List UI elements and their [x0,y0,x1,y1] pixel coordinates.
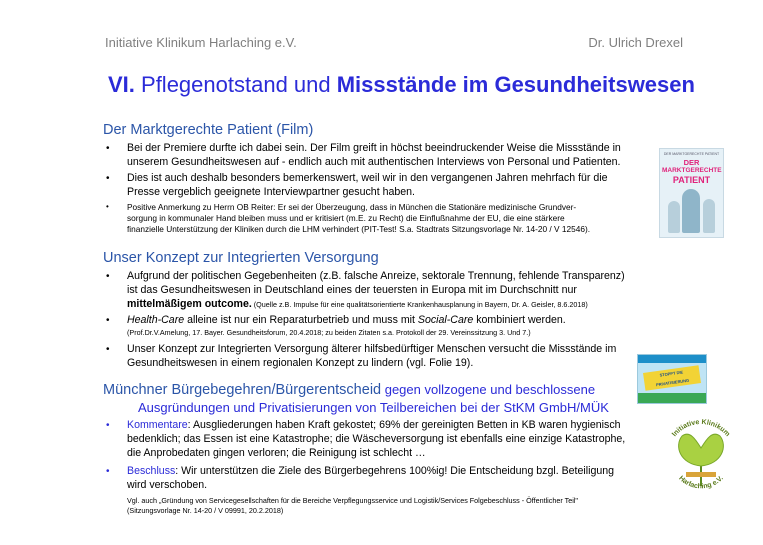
social-care-term: Social-Care [417,314,474,326]
section-heading-referendum [103,382,595,398]
person-silhouette-icon [682,189,700,233]
bullet: • [106,271,110,282]
s2-b2-note: (Prof.Dr.V.Amelung, 17. Bayer. Gesundheitsforum, 20.4.2018; zu beiden Zitaten s.a. Protokoll der 29. Vereinssitzung 3. Und 7.) [127,328,531,337]
person-silhouette-icon [703,199,715,233]
poster-banner: STOPPT DIE PRIVATISIERUNG [643,365,701,391]
s2-b2-line1 [127,313,566,327]
bullet: • [106,420,110,431]
s3-b2-line1 [127,464,614,478]
health-care-term: Health-Care [127,314,185,326]
book-title-line2: MARKTGERECHTE [662,167,722,174]
title-middle: Pflegenotstand und [134,72,337,97]
s1-b3-line2: sorgung in kommunaler Hand bleiben muss und er kritisiert (m.E. zu Recht) die Einflußnahme der EU, die eine stärkere [127,213,565,223]
book-title-line1: DER [683,158,700,167]
s3-heading-main: Münchner Bürgebegehren/Bürgerentscheid [103,382,382,398]
section-heading-concept: Unser Konzept zur Integrierten Versorgung [103,250,379,266]
book-title-line3: PATIENT [672,175,711,185]
page-title [108,72,695,98]
s2-b3-line2: Gesundheitswesen in einem regionalen Konzept zu lindern (vgl. Folie 19). [127,357,474,369]
s1-b3-line3: finanzielle Unterstützung der Kliniken durch die LHM verhindert (PIT-Test! S.a. Stadtrats Sitzungsvorlage Nr. 14-20 / V 12546). [127,224,591,234]
bullet: • [106,143,110,154]
bullet: • [106,466,110,477]
title-prefix: VI. [108,72,135,97]
person-silhouette-icon [668,201,680,233]
s3-note-line1: Vgl. auch „Gründung von Servicegesellschaften für die Bereiche Verpflegungsservice und Logistik/Services Folgebeschluss - Öffentlicher Teil" [127,496,578,505]
bullet: • [106,202,109,211]
s2-b3-line1: Unser Konzept zur Integrierten Versorgung älterer hilfsbedürftiger Menschen versucht die Missstände im [127,343,617,355]
s2-source-note: (Quelle z.B. Impulse für eine qualitätsorientierte Krankenhausplanung in Bayern, Dr. A. Geisler, 8.6.2018) [251,300,588,309]
s1-b2-line1: Dies ist auch deshalb besonders bemerkenswert, weil wir in den vergangenen Jahren mehrfach für die [127,172,608,184]
s3-heading-line2: Ausgründungen und Privatisierungen von Teilbereichen bei der StKM GmbH/MÜK [138,400,609,415]
logo-text-top: Initiative Klinikum [671,418,731,439]
s2-b2-end: kombiniert werden. [473,314,566,326]
section-heading-film: Der Marktgerechte Patient (Film) [103,122,314,138]
s1-b1-line1: Bei der Premiere durfte ich dabei sein. Der Film greift in höchst beeindruckender Weise die Missstände in [127,142,621,154]
bullet: • [106,315,110,326]
s3-b2-text: : Wir unterstützen die Ziele des Bürgerbegehrens 100%ig! Die Entscheidung bzgl. Beteiligung [175,465,615,477]
title-emphasis: Missstände im Gesundheitswesen [336,72,695,97]
poster-top-band [638,355,706,363]
s1-b3-line1: Positive Anmerkung zu Herrn OB Reiter: Er sei der Überzeugung, dass in München die Stationäre medizinische Grundver- [127,202,577,212]
beschluss-label: Beschluss [127,465,176,477]
s3-b1-text: : Ausgliederungen haben Kraft gekostet; 69% der gereinigten Betten in KB waren hygienisch [187,419,621,431]
kommentare-label: Kommentare [127,419,188,431]
s3-heading-rest: gegen vollzogene und beschlossene [381,382,596,397]
s2-b2-mid: alleine ist nur ein Reparaturbetrieb und muss mit [184,314,418,326]
referendum-poster-image [637,354,707,404]
s3-b2-line2: wird verschoben. [127,479,208,491]
s1-b1-line2: unserem Gesundheitswesen auf - endlich auch mit authentischen Interviews von Personal und Patienten. [127,156,621,168]
s2-b1-line2: ist das Gesundheitswesen in Deutschland eines der teuersten in Europa mit im Durchschnitt nur [127,284,577,296]
header-organization: Initiative Klinikum Harlaching e.V. [105,35,297,50]
film-poster-image [659,148,724,238]
book-top-text: DER MARKTGERECHTE PATIENT [663,152,720,156]
s2-b1-line3 [127,297,588,312]
ginkgo-leaf-logo-icon [660,416,742,498]
s3-b1-line3: die Anprobedaten gingen verloren; die Reinigung ist schlecht … [127,447,426,459]
s2-b1-line1: Aufgrund der politischen Gegebenheiten (z.B. falsche Anreize, sektorale Trennung, fehlende Transparenz) [127,270,625,282]
bullet: • [106,344,110,355]
bullet: • [106,173,110,184]
s3-b1-line2: bedenklich; das Essen ist eine Katastrophe; die Wäscheversorgung ist ebenfalls eine einzige Katastrophe, [127,433,626,445]
logo-text-bottom: Harlaching e.V. [677,474,725,491]
s1-b2-line2: Presse vergeblich geeignete Interviewpartner gesucht haben. [127,186,415,198]
s2-outcome-bold: mittelmäßigem outcome. [127,298,252,310]
header-author: Dr. Ulrich Drexel [588,35,683,50]
s3-note-line2: (Sitzungsvorlage Nr. 14-20 / V 09991, 20.2.2018) [127,506,284,515]
poster-ground [638,393,706,403]
s3-b1-line1 [127,418,621,432]
